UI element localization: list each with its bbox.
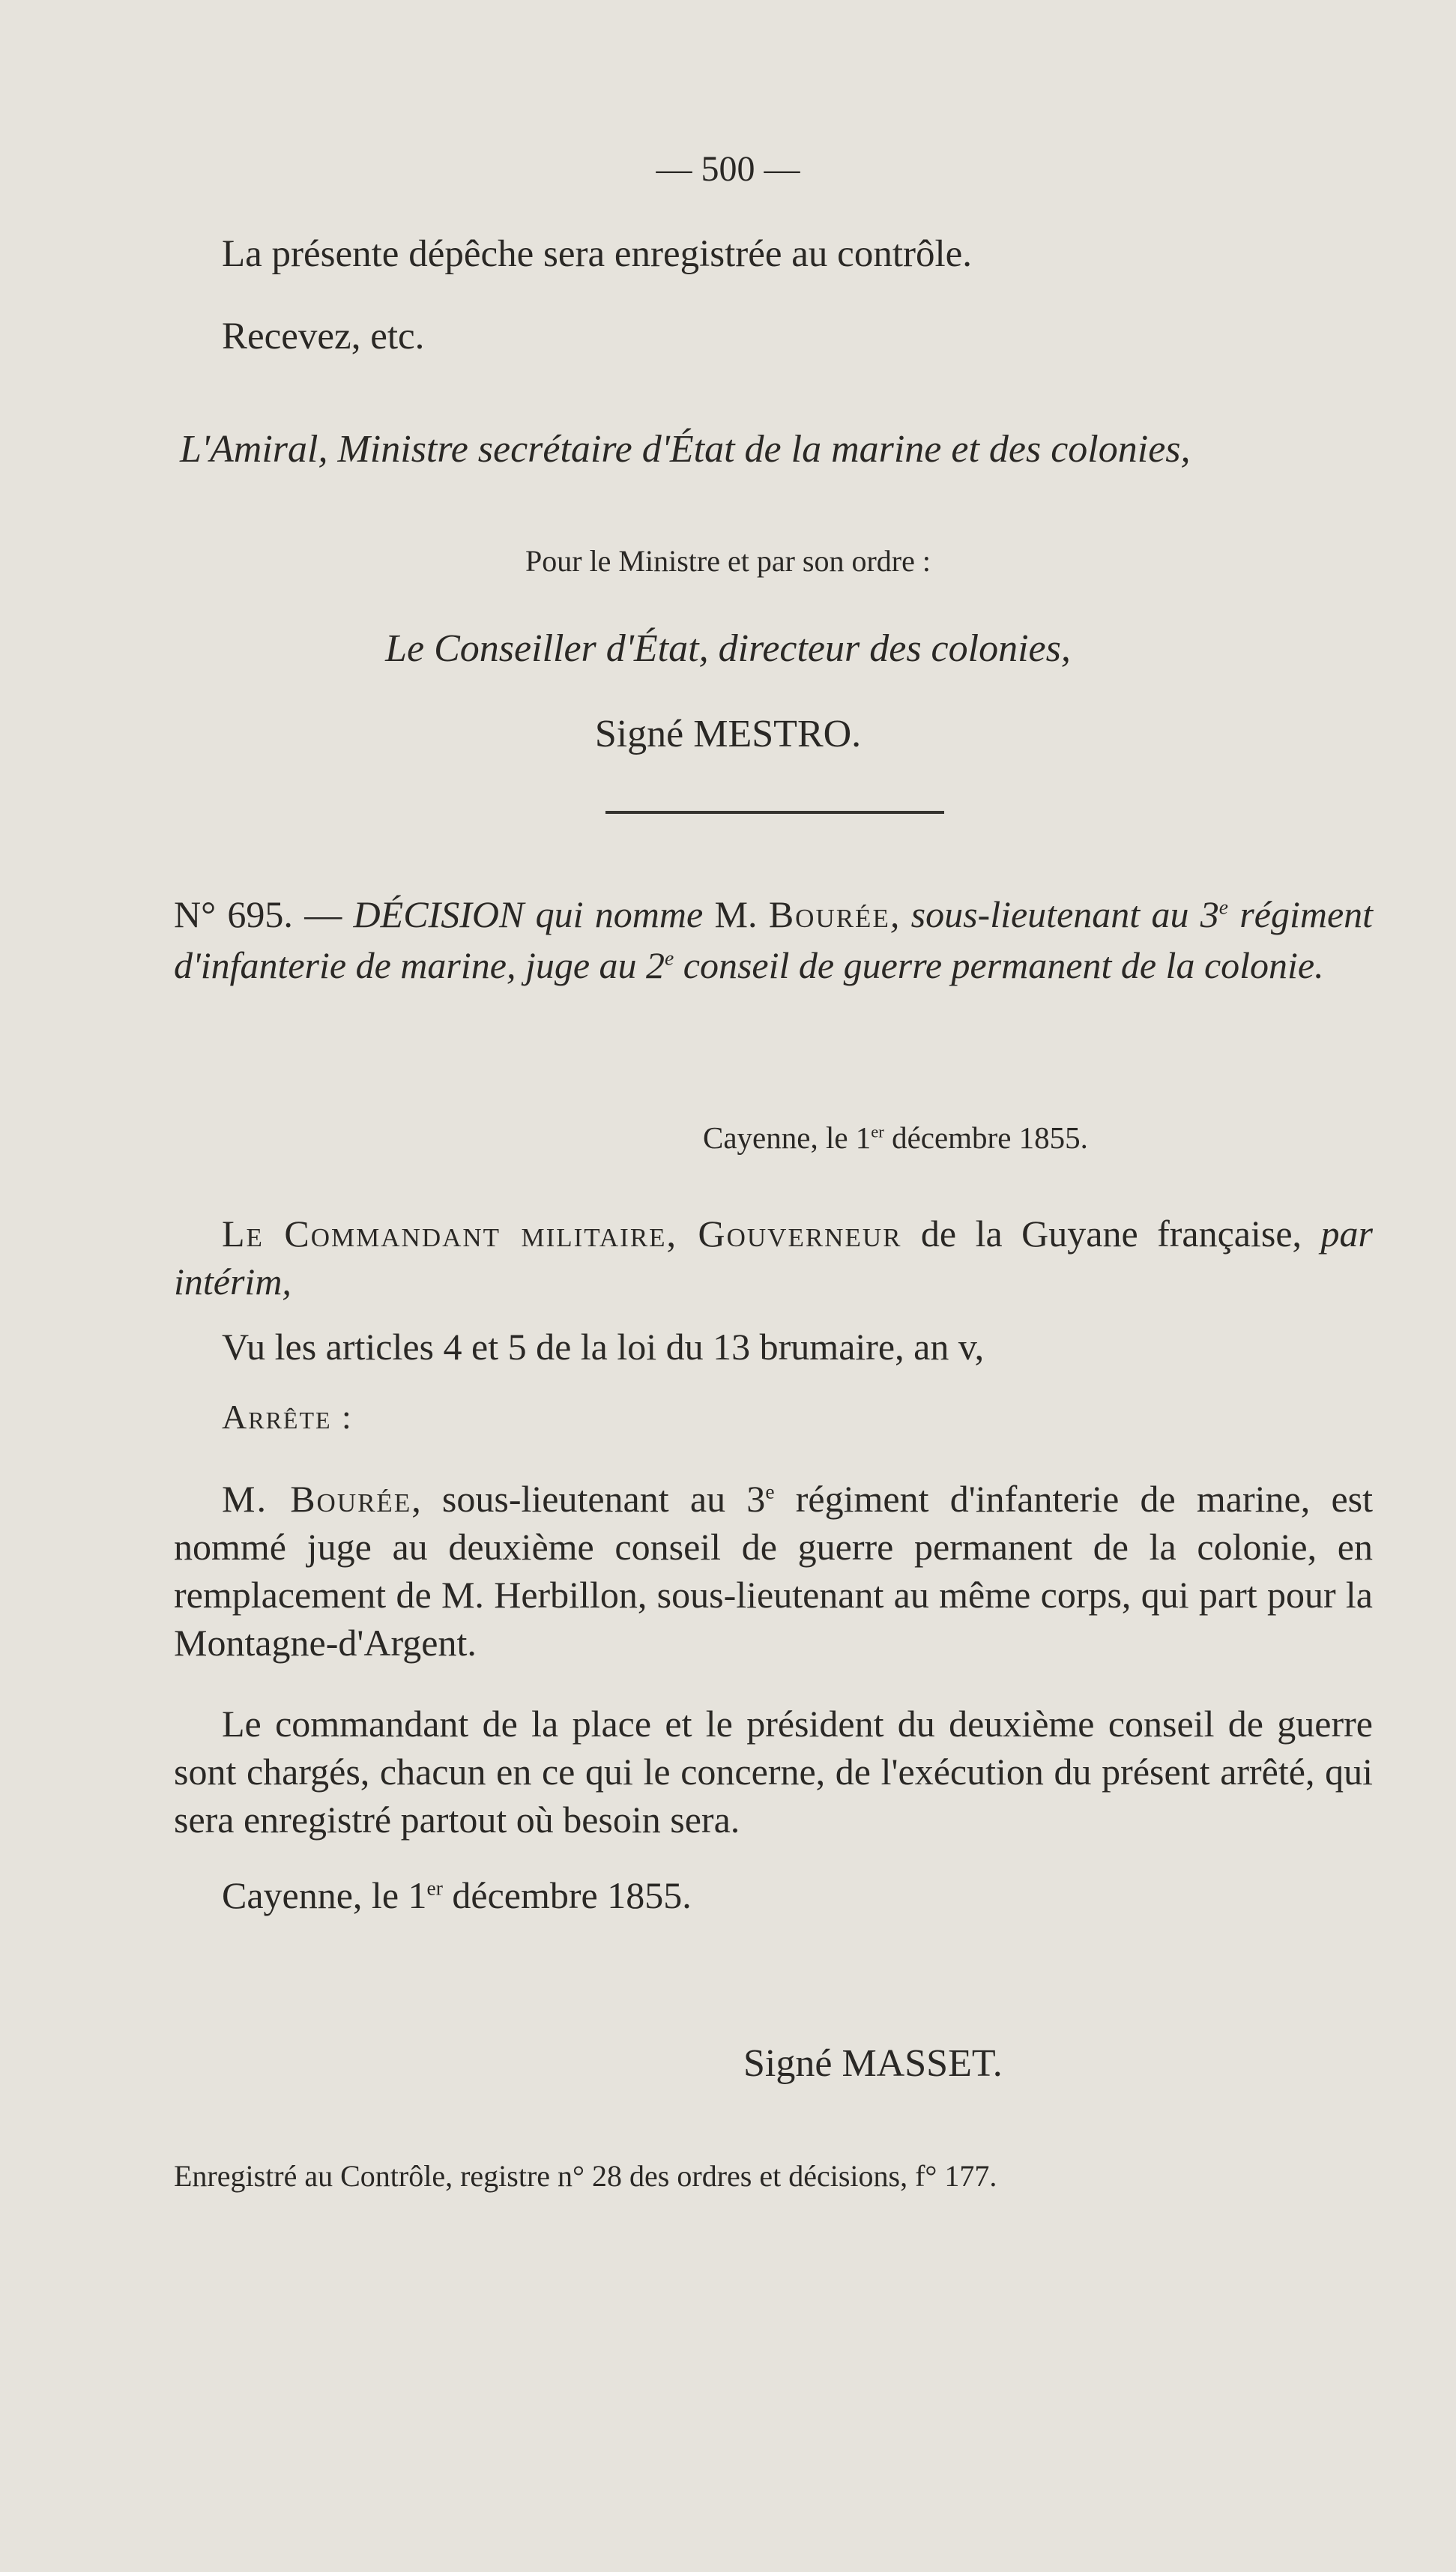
article-1-sup: e: [765, 1479, 775, 1503]
letter-line-recevez: Recevez, etc.: [222, 316, 425, 357]
page-number: — 500 —: [656, 149, 800, 189]
article-1-name: M. Bourée: [222, 1478, 412, 1520]
decision-conseil-sup: e: [665, 946, 674, 970]
place-date-end: décembre 1855.: [883, 1120, 1088, 1155]
section-divider: [605, 811, 944, 814]
decision-heading: [174, 889, 1373, 991]
closing-date-sup: er: [426, 1876, 443, 1900]
article-1: [174, 1475, 1373, 1667]
decision-regiment: régiment d'infanterie de marine, juge au 2: [174, 893, 1374, 986]
pour-ordre: Pour le Ministre et par son ordre :: [525, 544, 931, 578]
decision-name: Bourée: [768, 893, 890, 935]
arrete: Arrête :: [222, 1398, 353, 1436]
closing-date: [222, 1874, 692, 1917]
article-1-body: régiment d'infanterie de marine, est nommé juge au deuxième conseil de guerre permanent de la colonie, en remplacement de M. Herbillon, sous-lieutenant au même corps, qui part pour la Montagne-d'Argent.: [174, 1478, 1374, 1664]
article-2-body: Le commandant de la place et le président du deuxième conseil de guerre sont chargés, chacun en ce qui le concerne, de l'exécution du présent arrêté, qui sera enregistré partout où besoin sera.: [174, 1703, 1373, 1841]
decision-rank-sup: e: [1218, 895, 1228, 919]
decision-rank: , sous-lieutenant au 3: [889, 893, 1219, 935]
letter-line-registration: La présente dépêche sera enregistrée au contrôle.: [222, 233, 973, 275]
place-date: [703, 1120, 1088, 1156]
signature-masset: Signé MASSET.: [743, 2042, 1003, 2085]
signature-mestro: Signé MESTRO.: [594, 713, 862, 755]
decision-name-prefix: M.: [714, 893, 758, 935]
decision-dash: —: [304, 893, 342, 935]
preamble-colony: de la Guyane française,: [901, 1213, 1321, 1255]
registration-note: Enregistré au Contrôle, registre n° 28 des ordres et décisions, f° 177.: [174, 2159, 997, 2193]
decision-number: N° 695.: [174, 893, 293, 935]
closing-date-end: décembre 1855.: [442, 1874, 692, 1916]
vu-articles: Vu les articles 4 et 5 de la loi du 13 brumaire, an v,: [222, 1326, 985, 1368]
preamble: [174, 1210, 1373, 1305]
preamble-authority: Le Commandant militaire, Gouverneur: [222, 1213, 902, 1255]
closing-date-text: Cayenne, le 1: [222, 1874, 427, 1916]
article-1-rank: , sous-lieutenant au 3: [411, 1478, 766, 1520]
place-date-sup: er: [871, 1122, 884, 1141]
signature-title: L'Amiral, Ministre secrétaire d'État de la marine et des colonies,: [180, 428, 1191, 471]
conseiller-title: Le Conseiller d'État, directeur des colonies,: [385, 627, 1071, 670]
decision-conseil: conseil de guerre permanent de la colonie.: [674, 944, 1324, 986]
decision-title: DÉCISION qui nomme: [353, 893, 704, 935]
article-2: [174, 1700, 1373, 1844]
place-date-text: Cayenne, le 1: [703, 1120, 872, 1155]
preamble-interim: par intérim,: [174, 1213, 1373, 1302]
